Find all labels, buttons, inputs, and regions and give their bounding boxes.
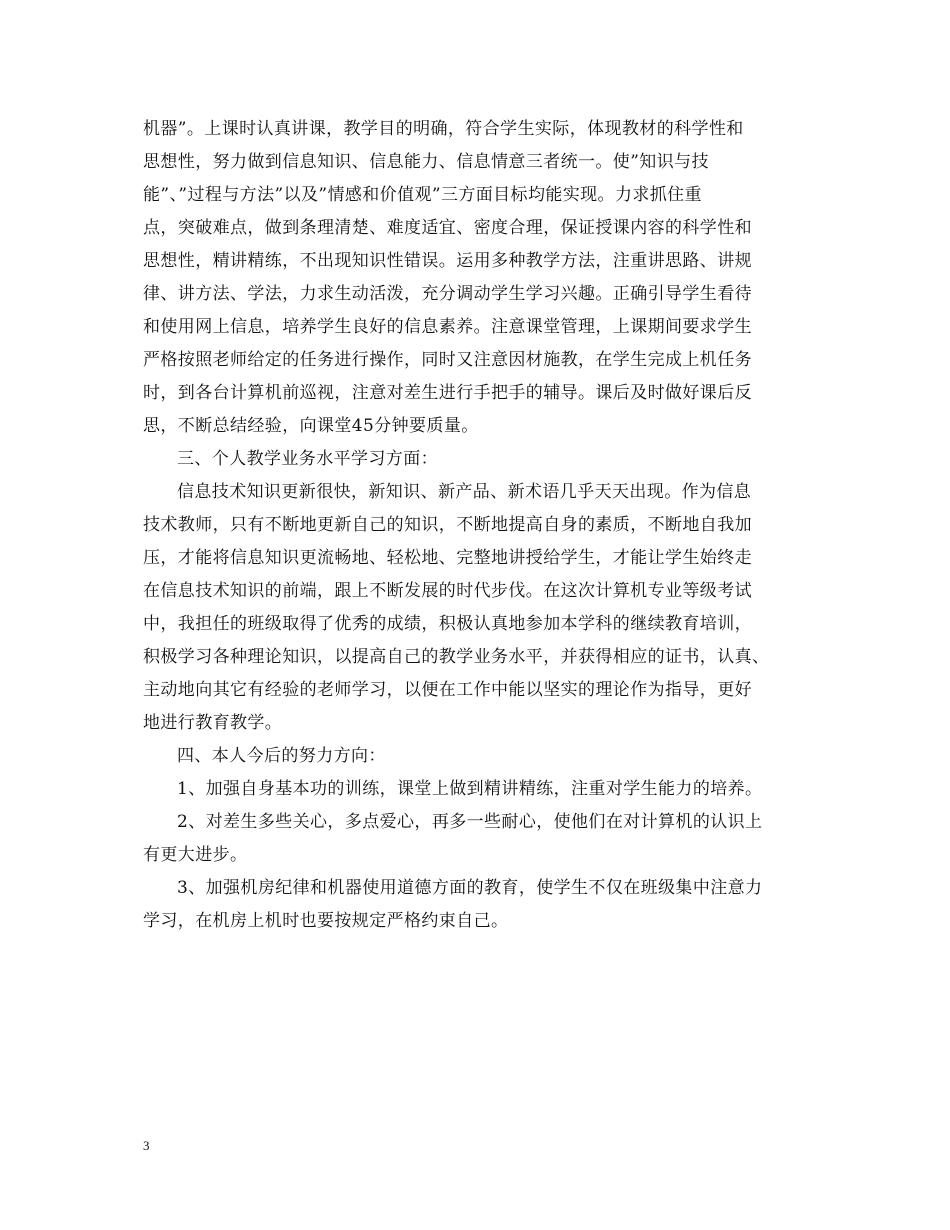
text-line: 能”、”过程与方法”以及”情感和价值观”三方面目标均能实现。力求抓住重	[143, 185, 702, 205]
text-line: 有更大进步。	[143, 845, 248, 865]
text-line: 主动地向其它有经验的老师学习，以便在工作中能以坚实的理论作为指导，更好	[143, 680, 752, 700]
text-line: 思想性，精讲精练，不出现知识性错误。运用多种教学方法，注重讲思路、讲规	[143, 251, 752, 271]
section-heading: 四、本人今后的努力方向：	[177, 746, 386, 766]
text-line: 积极学习各种理论知识，以提高自己的教学业务水平，并获得相应的证书，认真、	[143, 647, 770, 667]
text-line: 信息技术知识更新很快，新知识、新产品、新术语几乎天天出现。作为信息	[177, 482, 752, 502]
text-line: 律、讲方法、学法，力求生动活泼，充分调动学生学习兴趣。正确引导学生看待	[143, 284, 752, 304]
text-line: 中，我担任的班级取得了优秀的成绩，积极认真地参加本学科的继续教育培训，	[143, 614, 752, 634]
text-line: 思想性，努力做到信息知识、信息能力、信息情意三者统一。使”知识与技	[143, 152, 709, 172]
text-line: 时，到各台计算机前巡视，注意对差生进行手把手的辅导。课后及时做好课后反	[143, 383, 752, 403]
text-line: 和使用网上信息，培养学生良好的信息素养。注意课堂管理，上课期间要求学生	[143, 317, 752, 337]
text-line: 压，才能将信息知识更流畅地、轻松地、完整地讲授给学生，才能让学生始终走	[143, 548, 752, 568]
text-line: 在信息技术知识的前端，跟上不断发展的时代步伐。在这次计算机专业等级考试	[143, 581, 752, 601]
section-heading: 三、个人教学业务水平学习方面：	[177, 449, 438, 469]
text-line: 点，突破难点，做到条理清楚、难度适宜、密度合理，保证授课内容的科学性和	[143, 218, 752, 238]
list-item: 1、加强自身基本功的训练，课堂上做到精讲精练，注重对学生能力的培养。	[177, 779, 763, 799]
text-line: 机器”。上课时认真讲课，教学目的明确，符合学生实际，体现教材的科学性和	[143, 119, 744, 139]
text-line: 地进行教育教学。	[143, 713, 283, 733]
document-body	[143, 113, 813, 938]
text-line: 学习，在机房上机时也要按规定严格约束自己。	[143, 911, 509, 931]
page-number: 3	[143, 1138, 150, 1153]
text-line: 严格按照老师给定的任务进行操作，同时又注意因材施教，在学生完成上机任务	[143, 350, 752, 370]
text-line: 思，不断总结经验，向课堂45分钟要质量。	[143, 416, 479, 436]
text-line: 技术教师，只有不断地更新自己的知识，不断地提高自身的素质，不断地自我加	[143, 515, 752, 535]
list-item: 2、对差生多些关心，多点爱心，再多一些耐心，使他们在对计算机的认识上	[177, 812, 763, 832]
list-item: 3、加强机房纪律和机器使用道德方面的教育，使学生不仅在班级集中注意力	[177, 878, 763, 898]
